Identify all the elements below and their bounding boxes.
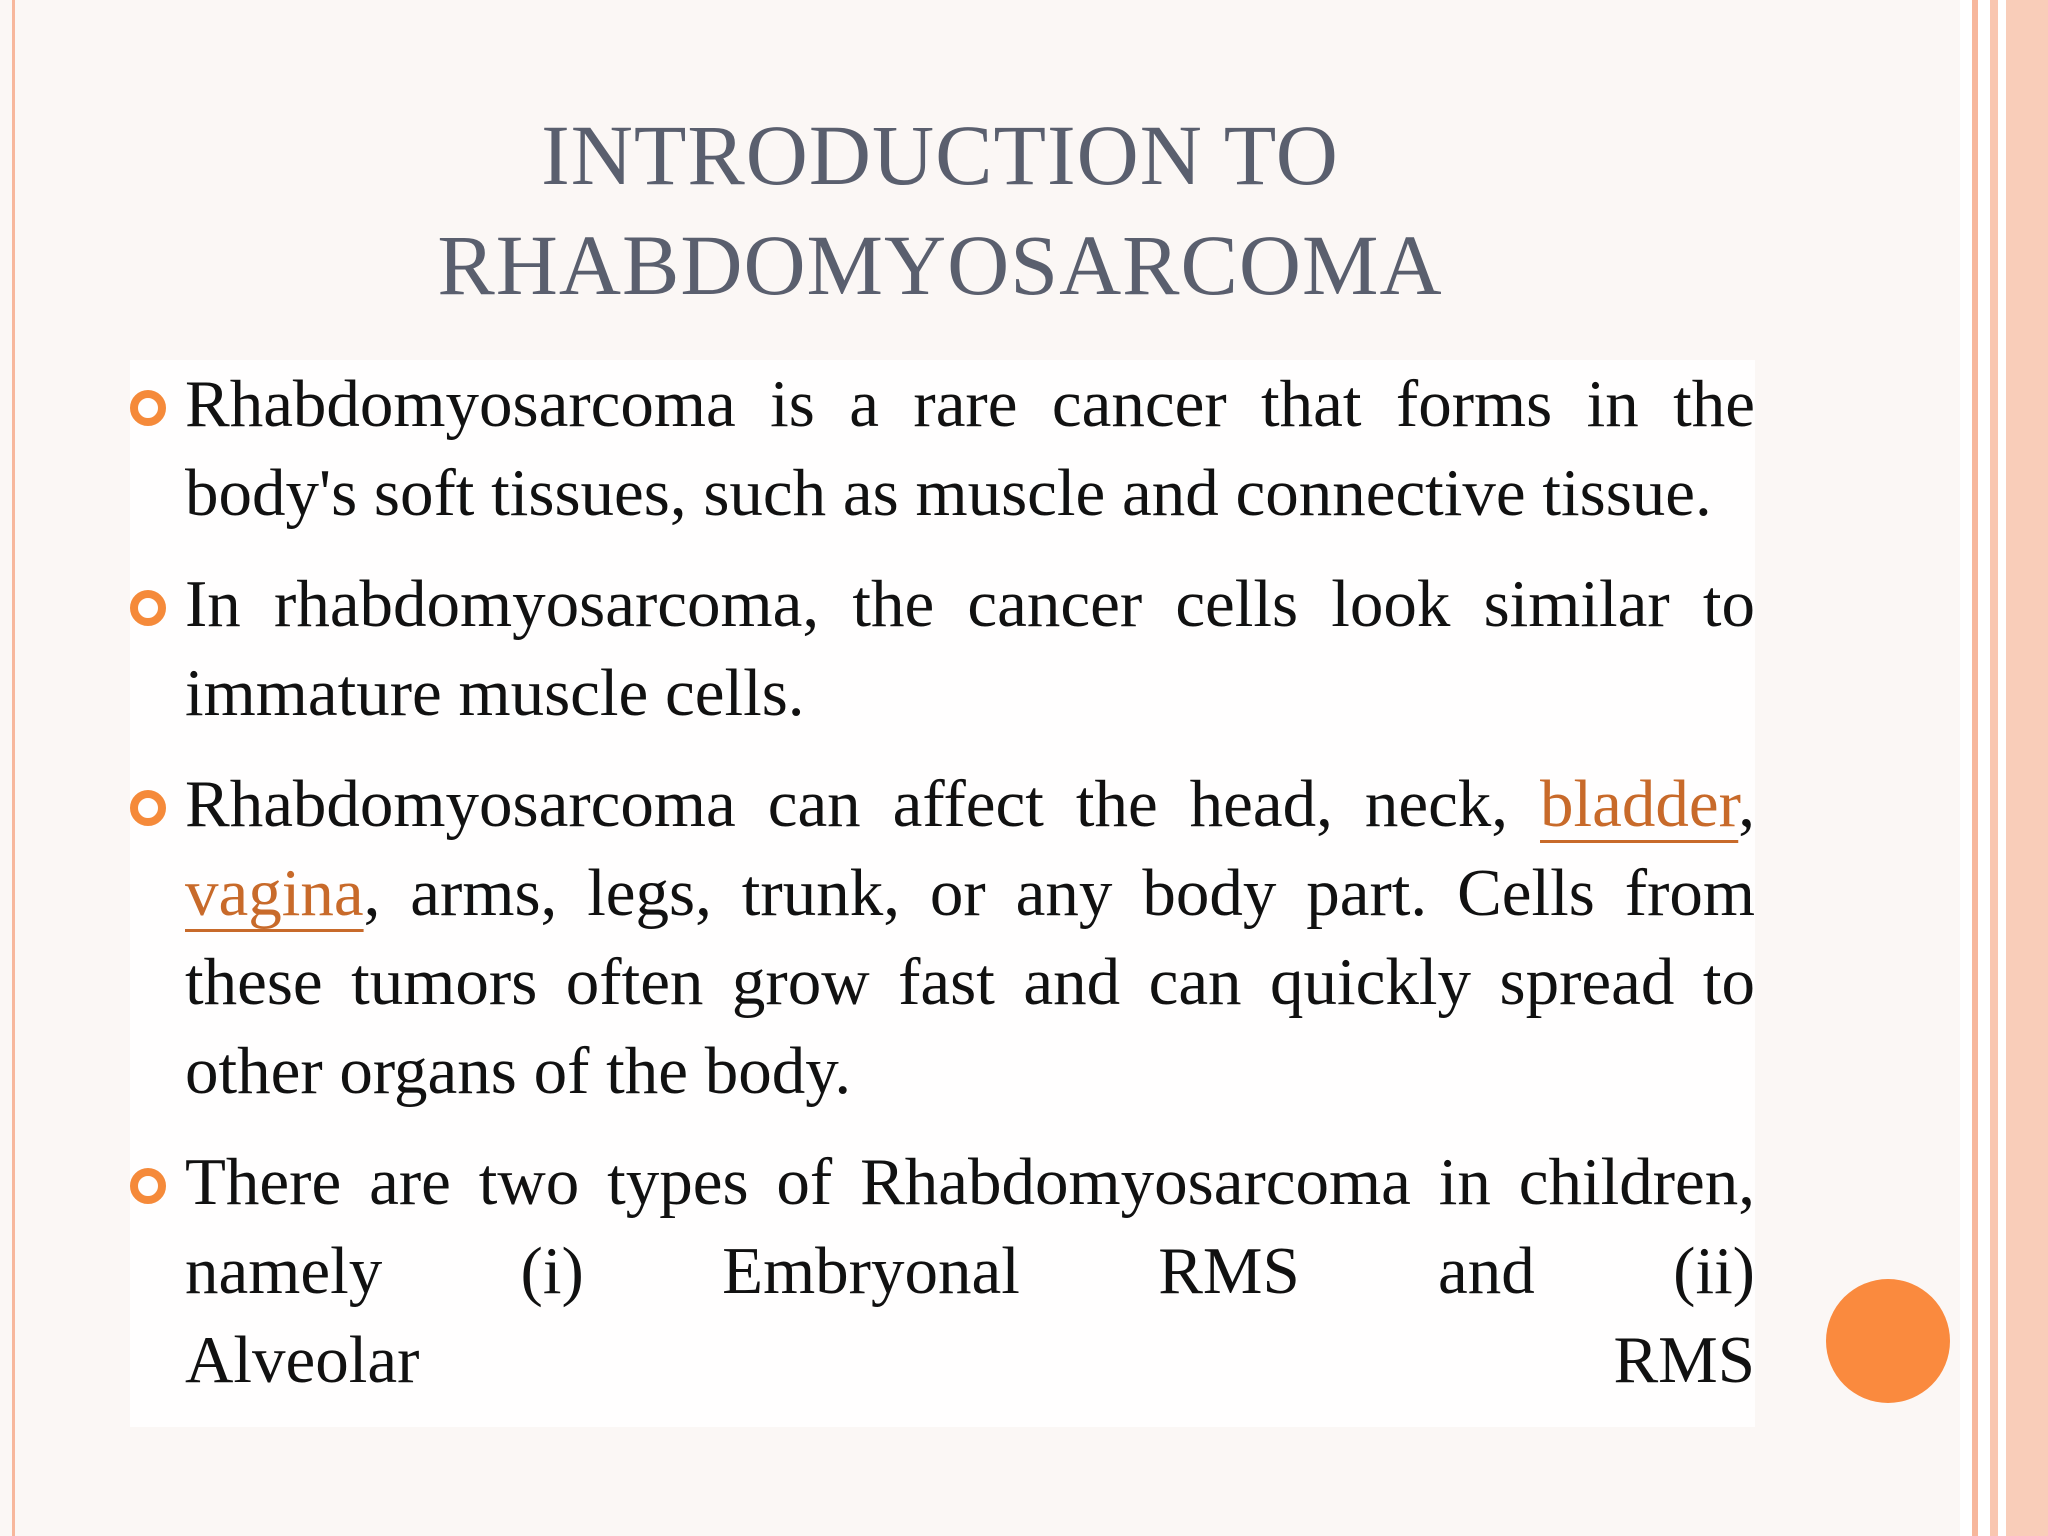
bullet-text: There are two types of Rhabdomyosarcoma in children, namely (i) Embryonal RMS and (ii) bbox=[185, 1145, 1755, 1308]
right-stripe-3 bbox=[2006, 0, 2048, 1536]
bullet-ring-icon bbox=[130, 390, 166, 426]
right-decorative-band bbox=[1960, 0, 2048, 1536]
bullet-item-3 bbox=[130, 760, 1755, 1116]
right-stripe-1 bbox=[1972, 0, 1978, 1536]
bullet-list bbox=[130, 360, 1755, 1427]
bladder-link[interactable]: bladder bbox=[1540, 767, 1739, 841]
bullet-item-4 bbox=[130, 1138, 1755, 1405]
bullet-text: Rhabdomyosarcoma is a rare cancer that forms in the body's soft tissues, such as muscle and connective tissue. bbox=[185, 367, 1755, 530]
bullet-last-line bbox=[185, 1316, 1755, 1405]
bullet-text-separator: , bbox=[1738, 767, 1755, 841]
vagina-link[interactable]: vagina bbox=[185, 856, 364, 930]
bullet-last-right: RMS bbox=[1613, 1323, 1755, 1397]
bullet-ring-icon bbox=[130, 590, 166, 626]
bullet-item-1 bbox=[130, 360, 1755, 538]
bullet-last-left: Alveolar bbox=[185, 1323, 420, 1397]
bullet-item-2 bbox=[130, 560, 1755, 738]
bullet-ring-icon bbox=[130, 790, 166, 826]
bullet-text-prefix: Rhabdomyosarcoma can affect the head, neck, bbox=[185, 767, 1541, 841]
slide-title bbox=[0, 100, 1880, 320]
title-line-1: INTRODUCTION TO bbox=[541, 107, 1339, 203]
bullet-text-suffix: , arms, legs, trunk, or any body part. Cells from these tumors often grow fast and can quickly spread to other organs of the body. bbox=[185, 856, 1755, 1108]
bullet-ring-icon bbox=[130, 1168, 166, 1204]
right-stripe-2 bbox=[1990, 0, 1998, 1536]
title-line-2: RHABDOMYOSARCOMA bbox=[437, 217, 1443, 313]
bullet-text: In rhabdomyosarcoma, the cancer cells look similar to immature muscle cells. bbox=[185, 567, 1755, 730]
decorative-circle bbox=[1826, 1279, 1950, 1403]
